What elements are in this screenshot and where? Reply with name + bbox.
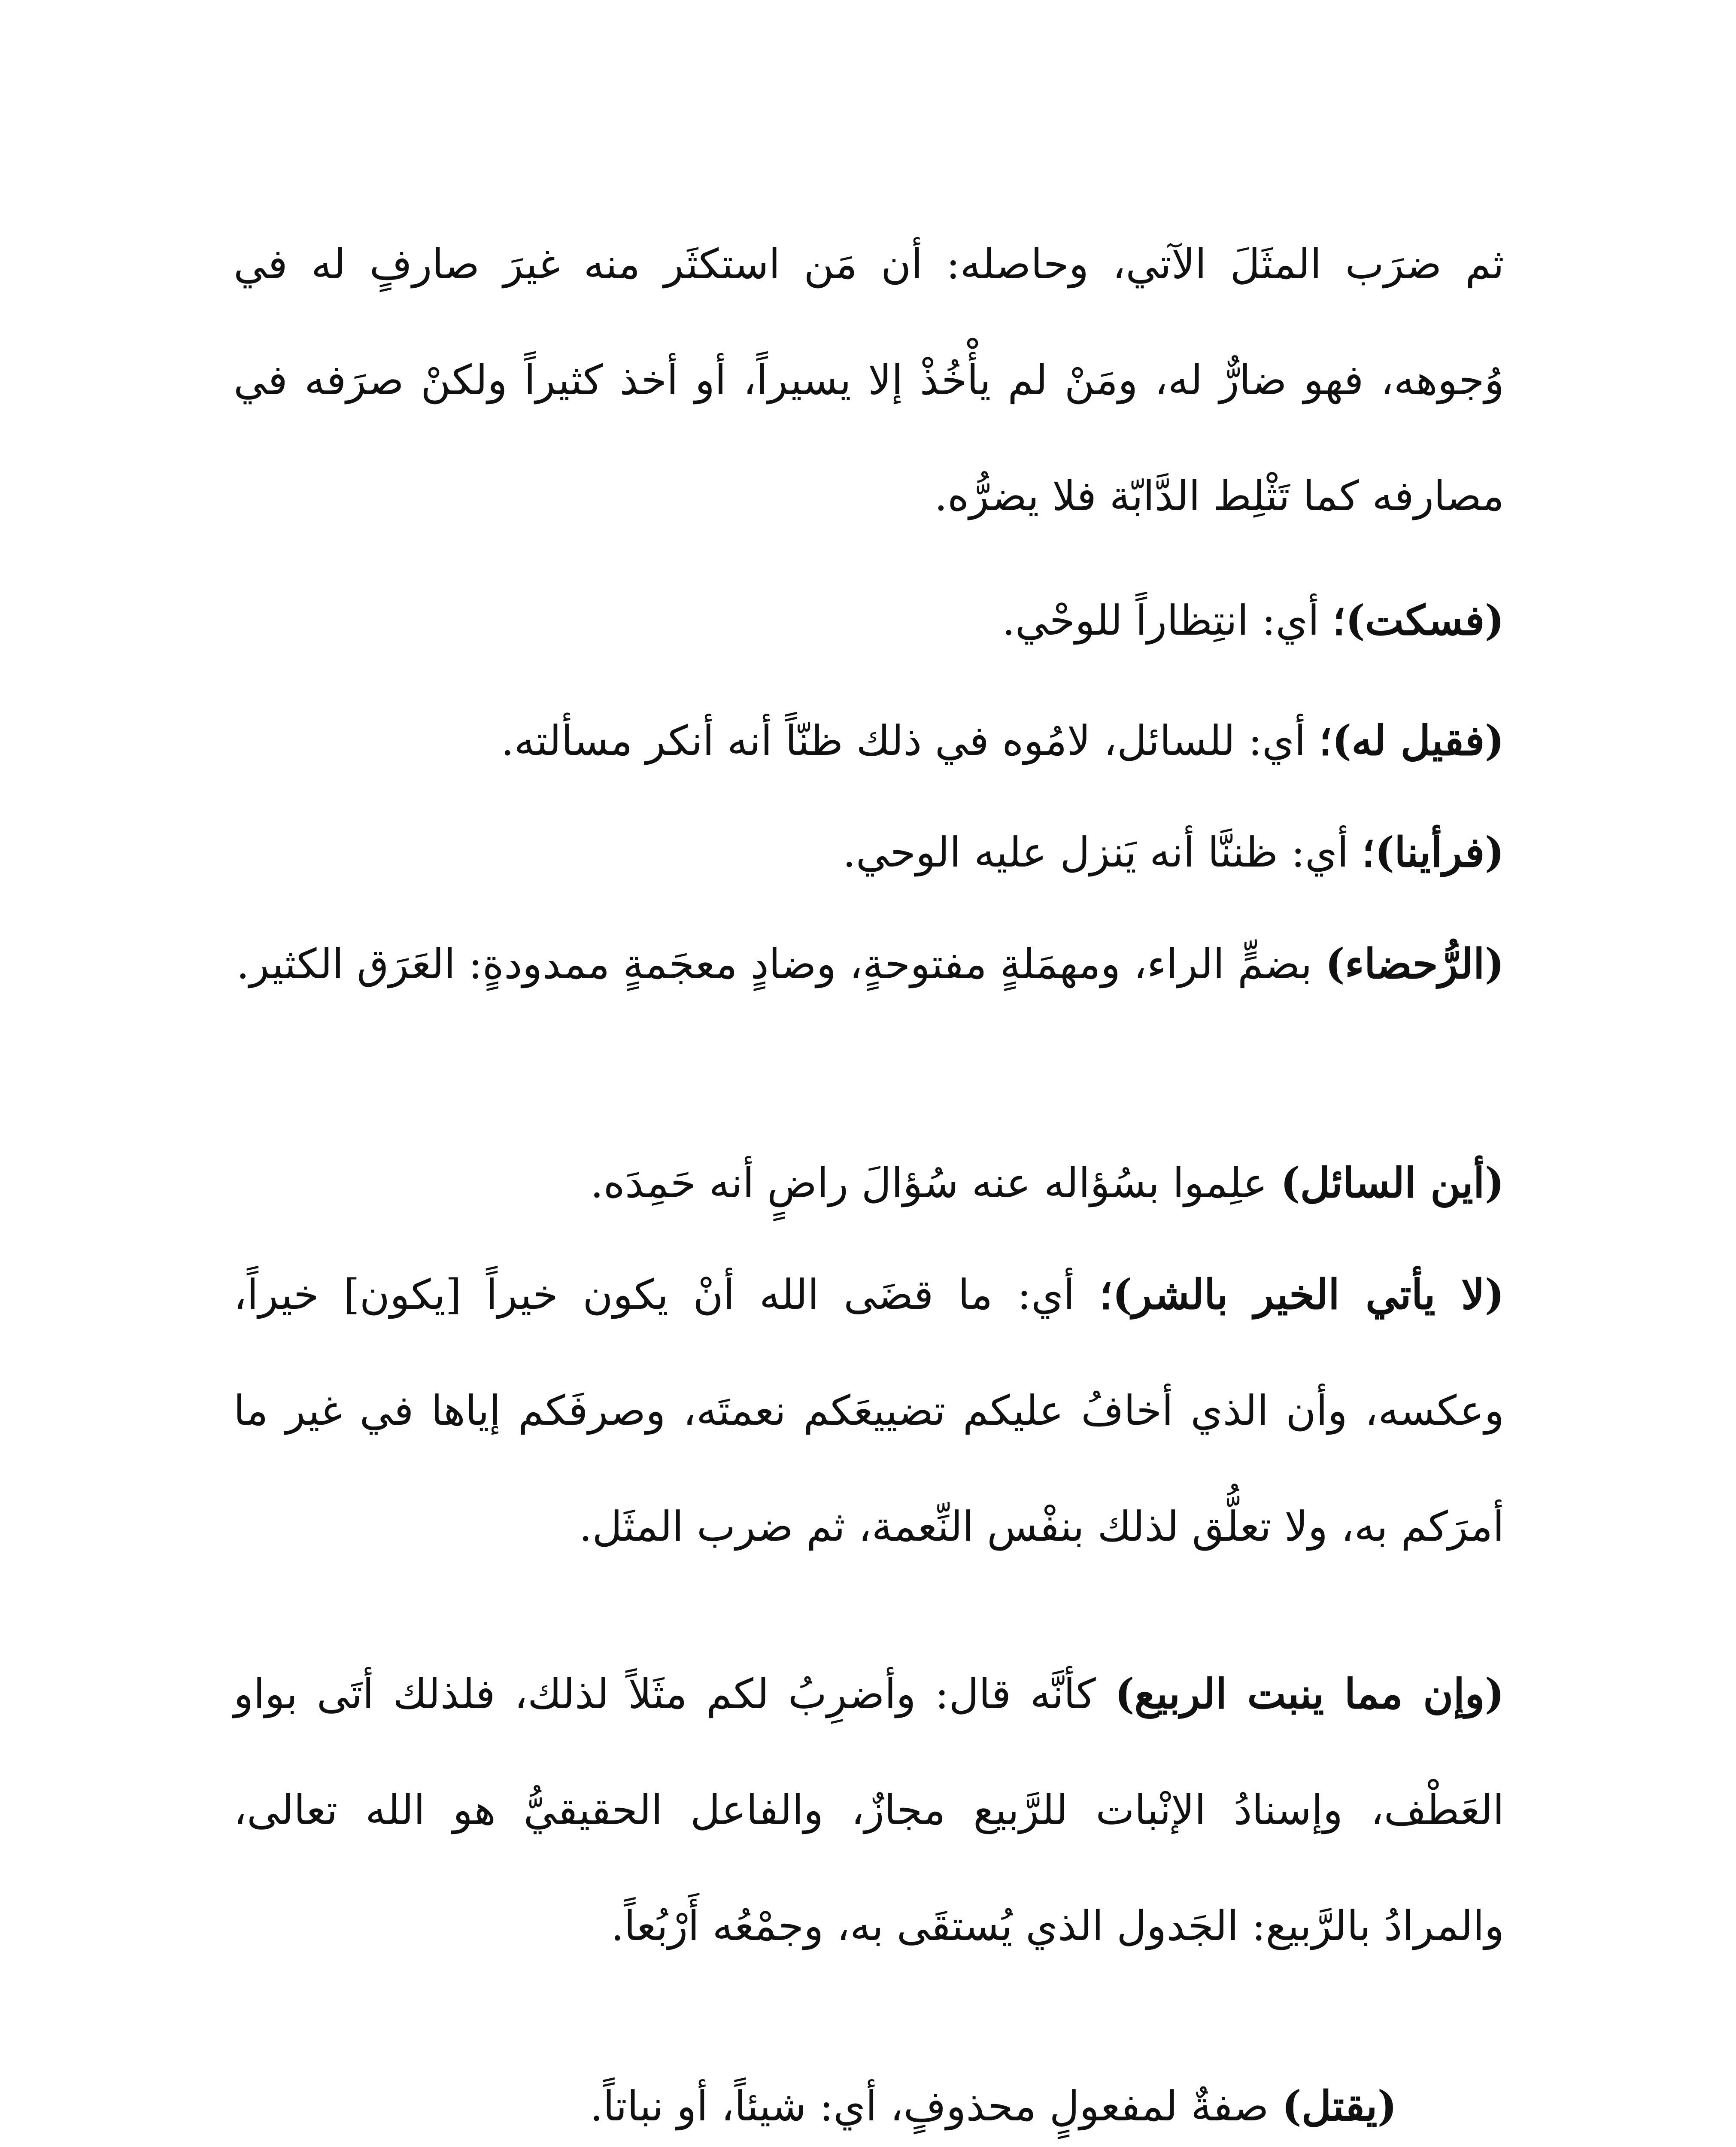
paragraph-3 <box>234 683 1504 799</box>
paragraph-5-heading: (الرُّحضاء) <box>1325 940 1504 988</box>
paragraph-1-text: ثم ضرَب المثَلَ الآتي، وحاصله: أن مَن استكثَر منه غيرَ صارفٍ له في وُجوهه، فهو ضارٌّ له، ومَنْ لم يأْخُذْ إلا يسيراً، أو أخذ كثيراً ولكنْ صرَفه في مصارفه كما تَثْلِط الدَّابّة فلا يضرُّه. <box>234 240 1504 520</box>
paragraph-5-text: بضمٍّ الراء، ومهمَلةٍ مفتوحةٍ، وضادٍ معجَمةٍ ممدودةٍ: العَرَق الكثير. <box>236 940 1326 988</box>
paragraph-2 <box>234 563 1504 678</box>
paragraph-6-heading: (أين السائل) <box>1281 1159 1504 1207</box>
paragraph-8-text: كأنَّه قال: وأضرِبُ لكم مثَلاً لذلك، فلذلك أتَى بواو العَطْف، وإسنادُ الإنْبات للرَّبيع مجازٌ، والفاعل الحقيقيُّ هو الله تعالى، والمرادُ بالرَّبيع: الجَدول الذي يُستقَى به، وجمْعُه أَرْبُعاً. <box>234 1670 1504 1950</box>
paragraph-7 <box>234 1237 1504 1584</box>
paragraph-7-heading: (لا يأتي الخير بالشر)؛ <box>1099 1270 1505 1319</box>
paragraph-9-text: صفةٌ لمفعولٍ محذوفٍ، أي: شيئاً، أو نباتاً. <box>590 2082 1282 2130</box>
paragraph-9-heading: (يقتل) <box>1282 2082 1397 2130</box>
paragraph-2-heading: (فسكت)؛ <box>1332 596 1504 645</box>
paragraph-8 <box>234 1636 1504 1984</box>
paragraph-4-text: أي: ظننَّا أنه يَنزل عليه الوحي. <box>843 828 1362 876</box>
paragraph-3-heading: (فقيل له)؛ <box>1319 716 1504 765</box>
paragraph-2-text: أي: انتِظاراً للوحْي. <box>1002 596 1332 645</box>
paragraph-6-text: علِموا بسُؤاله عنه سُؤالَ راضٍ أنه حَمِدَه. <box>590 1159 1281 1207</box>
paragraph-9 <box>238 2048 1397 2147</box>
paragraph-4 <box>234 794 1504 910</box>
paragraph-3-text: أي: للسائل، لامُوه في ذلك ظنّاً أنه أنكر مسألته. <box>501 717 1319 765</box>
paragraph-8-heading: (وإن مما ينبت الربيع) <box>1115 1670 1505 1718</box>
paragraph-5 <box>234 906 1504 1022</box>
paragraph-1 <box>234 206 1504 554</box>
paragraph-4-heading: (فرأينا)؛ <box>1362 828 1504 876</box>
paragraph-7-text: أي: ما قضَى الله أنْ يكون خيراً [يكون] خيراً، وعكسه، وأن الذي أخافُ عليكم تضييعَكم نعمتَه، وصرفَكم إياها في غير ما أمرَكم به، ولا تعلُّق لذلك بنفْس النِّعمة، ثم ضرب المثَل. <box>234 1271 1504 1551</box>
paragraph-6 <box>234 1125 1504 1241</box>
